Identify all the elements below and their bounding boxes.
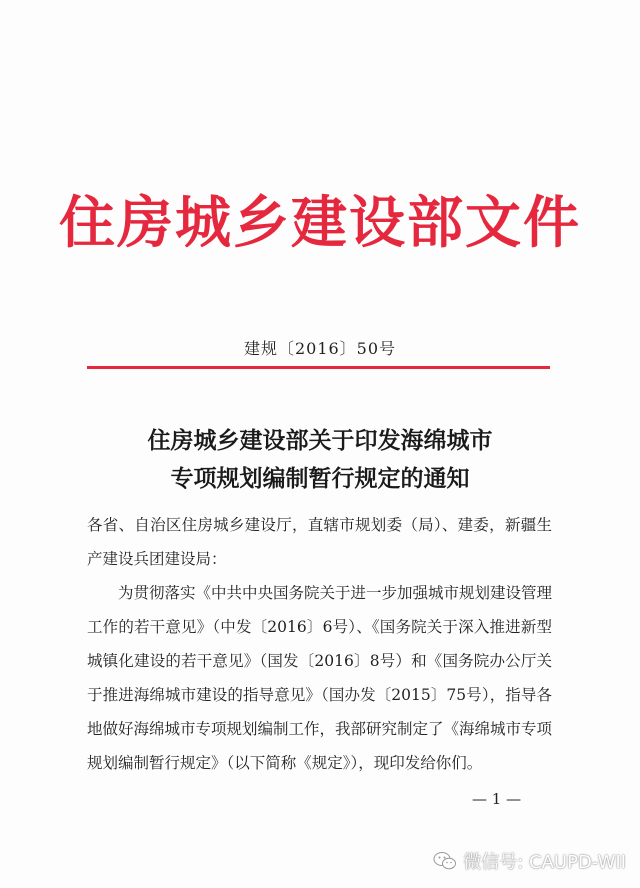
wechat-watermark	[433, 848, 626, 874]
document-title-line-2: 专项规划编制暂行规定的通知	[170, 465, 470, 492]
document-title	[0, 422, 640, 498]
addressee-paragraph: 各省、自治区住房城乡建设厅，直辖市规划委（局）、建委，新疆生产建设兵团建设局：	[87, 516, 552, 568]
body-paragraph: 为贯彻落实《中共中央国务院关于进一步加强城市规划建设管理工作的若干意见》（中发〔2016〕6号）、《国务院关于深入推进新型城镇化建设的若干意见》（国发〔2016〕8号）和《国务院办公厅关于推进海绵城市建设的指导意见》（国办发〔2015〕75号），指导各地做好海绵城市专项规划编制工作，我部研究制定了《海绵城市专项规划编制暂行规定》（以下简称《规定》），现印发给你们。	[87, 584, 553, 772]
document-title-line-1: 住房城乡建设部关于印发海绵城市	[147, 427, 493, 454]
red-divider-line	[87, 366, 550, 369]
document-number: 建规〔2016〕50号	[243, 339, 397, 358]
document-issuer-header: 住房城乡建设部文件	[59, 190, 581, 256]
watermark-text: 微信号: CAUPD-WII	[463, 852, 626, 873]
wechat-icon	[433, 851, 457, 871]
document-body	[87, 508, 552, 780]
page-number: — 1 —	[472, 790, 522, 808]
